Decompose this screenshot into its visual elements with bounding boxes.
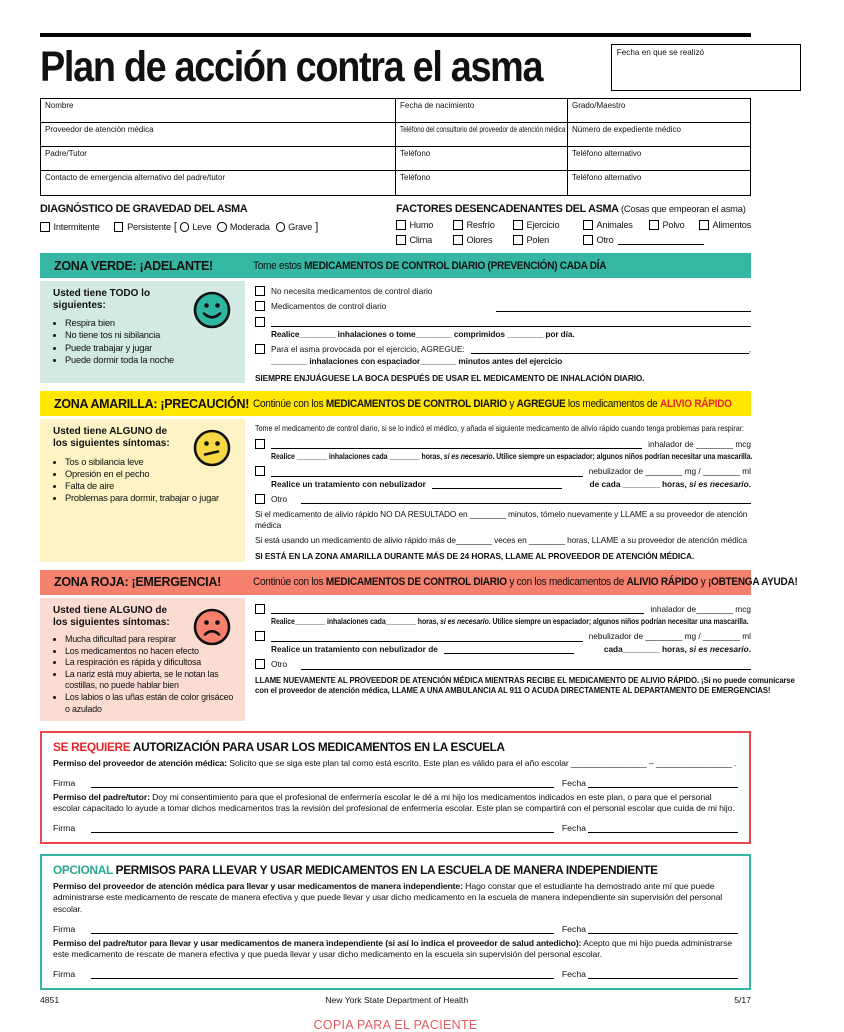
persistente-checkbox[interactable]	[114, 222, 124, 232]
firma-label: Firma	[53, 923, 76, 934]
yellow-warning: SI ESTÁ EN LA ZONA AMARILLA DURANTE MÁS DE 24 HORAS, LLAME AL PROVEEDOR DE ATENCIÓN MÉDICA.	[255, 551, 695, 562]
required-authorization-box: SE REQUIERE AUTORIZACIÓN PARA USAR LOS MEDICAMENTOS EN LA ESCUELA Permiso del proveedor de atención médica: Solicito que se siga este plan tal como está escrito. Este plan es válido para el año escolar ________________ – ________________ . Firma Fecha Permiso del padre/tutor: Doy mi consentimiento para que el profesional de enfermería escolar le dé a mi hijo los medicamentos indicados en este plan, o para que el personal escolar capacitado lo ayude a tomar dichos medicamentos tras la revisión del profesional de enfermería escolar. Este plan se compartirá con el personal escolar que cuida de mi hijo. Firma Fecha	[40, 731, 751, 844]
triggers-title: FACTORES DESENCADENANTES DEL ASMA	[396, 203, 619, 215]
firma-label: Firma	[53, 822, 76, 833]
field-proveedor[interactable]: Proveedor de atención médica	[41, 123, 396, 147]
yellow-nebulizer-treatment-label: Realice un tratamiento con nebulizador	[271, 478, 426, 489]
red-zone-header: ZONA ROJA: ¡EMERGENCIA! Continúe con los MEDICAMENTOS DE CONTROL DIARIO y con los medicamentos de ALIVIO RÁPIDO y ¡OBTENGA AYUDA!	[40, 570, 751, 595]
parent-date-line[interactable]	[588, 823, 738, 833]
yellow-symptoms-panel	[40, 419, 245, 562]
red-zone-content: inhalador de________ mcg Realice________ inhalaciones cada________ horas, si es necesario. Utilice siempre un espaciador; algunos niños podrían necesitar una mascarilla. nebulizador de ________ mg / ________ ml Realice un tratamiento con nebulizador de cada________ horas, si es necesario. Otro LLAME NUEVAMENTE AL PROVEEDOR DE ATENCIÓN MÉDICA MIENTRAS RECIBE EL MEDICAMENTO DE ALIVIO RÁPIDO. ¡Si no puede comunicarse con el proveedor de atención médica, LLAME A UNA AMBULANCIA AL 911 O ACUDA DIRECTAMENTE AL DEPARTAMENTO DE EMERGENCIAS!	[255, 603, 795, 695]
green-medication-name-blank[interactable]	[271, 317, 751, 327]
list-item: • Problemas para dormir, trabajar o jugar	[65, 492, 235, 504]
list-item: • No tiene tos ni sibilancia	[65, 329, 235, 341]
provider-date-line[interactable]	[588, 778, 738, 788]
red-nebulizer-blank[interactable]	[444, 644, 574, 654]
firma-label: Firma	[53, 777, 76, 788]
red-warning-line2: con el proveedor de atención médica, LLAME A UNA AMBULANCIA AL 911 O ACUDA DIRECTAMENTE AL DEPARTAMENTO DE EMERGENCIAS!	[255, 684, 771, 695]
list-item: • La respiración es rápida y dificultosa	[65, 657, 235, 669]
list-item: • Opresión en el pecho	[65, 468, 235, 480]
clima-checkbox[interactable]	[396, 235, 406, 245]
field-telefono-alt-2[interactable]: Teléfono alternativo	[572, 173, 642, 182]
grave-label: Grave	[288, 222, 313, 232]
field-padre-tutor[interactable]: Padre/Tutor	[41, 147, 396, 171]
yellow-zone-content: Tome el medicamento de control diario, si se lo indicó el médico, y añada el siguiente medicamento de alivio rápido cuando tenga problemas para respirar: inhalador de ________ mcg Realice ________ inhalaciones cada ________ horas, si es necesario. Utilice siempre un espaciador; algunos niños podrían necesitar una mascarilla. nebulizador de ________ mg / ________ ml Realice un tratamiento con nebulizador de cada ________ horas, si es necesario. Otro Si el medicamento de alivio rápido NO DA RESULTADO en ________ minutos, tómelo nuevamente y LLAME a su proveedor de atención médica Si está usando un medicamento de alivio rápido más de________ veces en ________ horas, LLAME a su proveedor de atención médica SI ESTÁ EN LA ZONA AMARILLA DURANTE MÁS DE 24 HORAS, LLAME AL PROVEEDOR DE ATENCIÓN MÉDICA.	[255, 423, 753, 562]
yellow-inhaler-suffix: inhalador de ________ mcg	[648, 438, 751, 449]
green-zone-content: No necesita medicamentos de control diario Medicamentos de control diario Realice________ inhalaciones o tome________ comprimidos ________ por día. Para el asma provocada por el ejercicio, AGREGUE: , ________ inhalaciones con espaciador________ minutos antes del ejercicio SIEMPRE ENJUÁGUESE LA BOCA DESPUÉS DE USAR EL MEDICAMENTO DE INHALACIÓN DIARIO.	[255, 286, 751, 383]
red-nebulizer-name-blank[interactable]	[271, 632, 583, 642]
green-symptoms-panel	[40, 281, 245, 383]
leve-radio[interactable]	[180, 222, 190, 232]
bracket-close: ]	[315, 221, 319, 233]
red-zone-name: ZONA ROJA: ¡EMERGENCIA!	[54, 575, 221, 590]
parent-carry-date-line[interactable]	[588, 969, 738, 979]
date-completed-label: Fecha en que se realizó	[616, 48, 705, 57]
parent-carry-permission-label: Permiso del padre/tutor para llevar y usar medicamentos de manera independiente (si así lo indica el proveedor de salud antedicho):	[53, 937, 582, 948]
grave-radio[interactable]	[276, 222, 286, 232]
red-symptoms-title: Usted tiene ALGUNO de los siguientes síntomas:	[53, 604, 170, 628]
red-inhaler-suffix: inhalador de________ mcg	[650, 603, 751, 614]
green-medication-checkbox[interactable]	[255, 317, 265, 327]
required-badge: SE REQUIERE	[53, 740, 131, 755]
list-item: • Puede trabajar y jugar	[65, 342, 235, 354]
rinse-mouth-note: SIEMPRE ENJUÁGUESE LA BOCA DESPUÉS DE USAR EL MEDICAMENTO DE INHALACIÓN DIARIO.	[255, 372, 645, 383]
no-meds-label: No necesita medicamentos de control diario	[271, 286, 433, 296]
otro-trigger-blank[interactable]	[618, 235, 704, 245]
persistente-label: Persistente	[127, 222, 171, 232]
list-item: • Tos o sibilancia leve	[65, 456, 235, 468]
yellow-note-2: Si está usando un medicamento de alivio rápido más de________ veces en ________ horas, LLAME a su proveedor de atención médica	[255, 535, 748, 546]
yellow-zone-body	[40, 419, 751, 562]
diagnosis-section	[40, 203, 396, 245]
provider-carry-signature-line[interactable]	[91, 924, 554, 934]
moderada-label: Moderada	[229, 222, 270, 232]
yellow-inhaler-checkbox[interactable]	[255, 439, 265, 449]
red-inhaler-checkbox[interactable]	[255, 604, 265, 614]
caution-face-icon	[192, 428, 232, 468]
yellow-zone-name: ZONA AMARILLA: ¡PRECAUCIÓN!	[54, 396, 250, 411]
page-footer	[40, 995, 751, 1005]
sad-face-icon	[192, 607, 232, 647]
exercise-dose-instructions: ________ inhalaciones con espaciador________ minutos antes del ejercicio	[271, 356, 563, 367]
parent-signature-line[interactable]	[91, 823, 554, 833]
date-completed-field[interactable]	[611, 44, 801, 91]
fecha-label: Fecha	[561, 923, 586, 934]
alimentos-checkbox[interactable]	[699, 220, 709, 230]
red-nebulizer-treatment-label: Realice un tratamiento con nebulizador de	[271, 643, 438, 654]
list-item: • Mucha dificultad para respirar	[65, 634, 235, 646]
red-zone-body	[40, 598, 795, 721]
patient-info-table	[40, 98, 751, 196]
resfrio-checkbox[interactable]	[453, 220, 463, 230]
red-other-blank[interactable]	[301, 660, 751, 670]
happy-face-icon	[192, 290, 232, 330]
red-other-checkbox[interactable]	[255, 659, 265, 669]
page-title: Plan de acción contra el asma	[40, 43, 543, 91]
olores-checkbox[interactable]	[453, 235, 463, 245]
list-item: • Respira bien	[65, 317, 235, 329]
green-dose-instructions: Realice________ inhalaciones o tome________ comprimidos ________ por día.	[271, 328, 575, 339]
form-number: 4851	[40, 994, 60, 1005]
triggers-subtitle: (Cosas que empeoran el asma)	[620, 204, 746, 214]
alimentos-label: Alimentos	[712, 220, 752, 230]
list-item: • Los medicamentos no hacen efecto	[65, 646, 235, 658]
list-item: • Los labios o las uñas están de color grisáceo o azulado	[65, 692, 235, 715]
ejercicio-checkbox[interactable]	[513, 220, 523, 230]
daily-meds-checkbox[interactable]	[255, 301, 265, 311]
field-fecha-nacimiento[interactable]: Fecha de nacimiento	[396, 99, 568, 123]
otro-label: Otro	[596, 235, 614, 245]
yellow-nebulizer-blank[interactable]	[432, 479, 562, 489]
olores-label: Olores	[466, 235, 493, 245]
yellow-nebulizer-checkbox[interactable]	[255, 466, 265, 476]
fecha-label: Fecha	[561, 822, 586, 833]
resfrio-label: Resfrío	[466, 220, 495, 230]
humo-label: Humo	[409, 220, 434, 230]
fecha-label: Fecha	[561, 968, 586, 979]
yellow-symptoms-title: Usted tiene ALGUNO de los siguientes síntomas:	[53, 426, 170, 450]
polvo-label: Polvo	[662, 220, 685, 230]
list-item: • Puede dormir toda la noche	[65, 354, 235, 366]
moderada-radio[interactable]	[217, 222, 227, 232]
red-nebulizer-suffix: nebulizador de ________ mg / ________ ml	[588, 631, 751, 642]
optional-badge: OPCIONAL	[53, 862, 113, 877]
list-item: • La nariz está muy abierta, se le notan las costillas, no puede hablar bien	[65, 669, 235, 692]
red-warning-line1: LLAME NUEVAMENTE AL PROVEEDOR DE ATENCIÓN MÉDICA MIENTRAS RECIBE EL MEDICAMENTO DE ALIVIO RÁPIDO. ¡Si no puede comunicarse	[255, 674, 795, 685]
exercise-med-blank[interactable]	[471, 344, 749, 354]
field-grado-maestro[interactable]: Grado/Maestro	[568, 99, 750, 123]
animales-label: Animales	[596, 220, 633, 230]
green-symptoms-title: Usted tiene TODO lo siguientes:	[53, 288, 151, 312]
green-zone-body	[40, 281, 751, 383]
humo-checkbox[interactable]	[396, 220, 406, 230]
provider-permission-label: Permiso del proveedor de atención médica:	[53, 758, 227, 769]
provider-carry-permission-label: Permiso del proveedor de atención médica para llevar y usar medicamentos de manera independiente:	[53, 880, 463, 891]
intermitente-label: Intermitente	[53, 222, 100, 232]
yellow-other-blank[interactable]	[301, 494, 751, 504]
polen-label: Polen	[526, 235, 549, 245]
green-zone-header: ZONA VERDE: ¡ADELANTE! Tome estos MEDICAMENTOS DE CONTROL DIARIO (PREVENCIÓN) CADA DÍA	[40, 253, 751, 278]
fecha-label: Fecha	[561, 777, 586, 788]
exercise-asthma-label: Para el asma provocada por el ejercicio, AGREGUE:	[271, 344, 465, 355]
yellow-nebulizer-suffix: nebulizador de ________ mg / ________ ml	[588, 466, 751, 477]
parent-permission-label: Permiso del padre/tutor:	[53, 791, 150, 802]
intermitente-checkbox[interactable]	[40, 222, 50, 232]
bracket-open: [	[173, 221, 177, 233]
clima-label: Clima	[409, 235, 432, 245]
leve-label: Leve	[192, 222, 212, 232]
daily-meds-name-blank[interactable]	[496, 302, 751, 312]
yellow-nebulizer-name-blank[interactable]	[271, 467, 583, 477]
red-other-label: Otro	[271, 659, 288, 670]
yellow-other-label: Otro	[271, 493, 288, 504]
animales-checkbox[interactable]	[583, 220, 593, 230]
yellow-other-checkbox[interactable]	[255, 494, 265, 504]
field-nombre[interactable]: Nombre	[41, 99, 396, 123]
optional-permissions-box: OPCIONAL PERMISOS PARA LLEVAR Y USAR MEDICAMENTOS EN LA ESCUELA DE MANERA INDEPENDIENTE Permiso del proveedor de atención médica para llevar y usar medicamentos de manera independiente: Hago constar que el estudiante ha demostrado ante mí que puede administrarse este medicamento de rescate de manera efectiva y que puede llevar y usar dicho medicamento en la escuela de manera independiente sin supervisión del personal escolar. Firma Fecha Permiso del padre/tutor para llevar y usar medicamentos de manera independiente (si así lo indica el proveedor de salud antedicho): Acepto que mi hijo pueda administrarse este medicamento de rescate de manera efectiva y que pueda llevar y usar dicho medicamento en la escuela sin supervisión del personal escolar. Firma Fecha	[40, 854, 751, 990]
required-title: AUTORIZACIÓN PARA USAR LOS MEDICAMENTOS EN LA ESCUELA	[130, 740, 505, 755]
top-rule	[40, 33, 751, 37]
yellow-inhaler-name-blank[interactable]	[271, 439, 642, 449]
parent-carry-signature-line[interactable]	[91, 969, 554, 979]
yellow-zone-header: ZONA AMARILLA: ¡PRECAUCIÓN! Continúe con los MEDICAMENTOS DE CONTROL DIARIO y AGREGUE los medicamentos de ALIVIO RÁPIDO	[40, 391, 751, 416]
no-meds-checkbox[interactable]	[255, 286, 265, 296]
patient-copy-label: COPIA PARA EL PACIENTE	[313, 1017, 478, 1032]
exercise-asthma-checkbox[interactable]	[255, 344, 265, 354]
polvo-checkbox[interactable]	[649, 220, 659, 230]
department-name: New York State Department of Health	[325, 994, 469, 1005]
polen-checkbox[interactable]	[513, 235, 523, 245]
ejercicio-label: Ejercicio	[526, 220, 560, 230]
red-inhaler-name-blank[interactable]	[271, 604, 644, 614]
firma-label: Firma	[53, 968, 76, 979]
provider-carry-date-line[interactable]	[588, 924, 738, 934]
field-expediente[interactable]: Número de expediente médico	[568, 123, 750, 147]
field-telefono-2[interactable]: Teléfono	[396, 171, 568, 195]
green-zone-name: ZONA VERDE: ¡ADELANTE!	[54, 258, 213, 273]
field-telefono-consultorio[interactable]: Teléfono del consultorio del proveedor de atención médica	[396, 123, 568, 147]
field-contacto-emergencia[interactable]: Contacto de emergencia alternativo del padre/tutor	[41, 171, 396, 195]
red-nebulizer-checkbox[interactable]	[255, 631, 265, 641]
field-telefono[interactable]: Teléfono	[396, 147, 568, 171]
daily-meds-label: Medicamentos de control diario	[271, 301, 387, 312]
otro-trigger-checkbox[interactable]	[583, 235, 593, 245]
red-symptoms-panel	[40, 598, 245, 721]
field-telefono-alt[interactable]: Teléfono alternativo	[568, 147, 750, 171]
provider-signature-line[interactable]	[91, 778, 554, 788]
optional-title: PERMISOS PARA LLEVAR Y USAR MEDICAMENTOS EN LA ESCUELA DE MANERA INDEPENDIENTE	[112, 862, 658, 877]
list-item: • Falta de aire	[65, 480, 235, 492]
triggers-section	[396, 203, 751, 245]
yellow-note-1: Si el medicamento de alivio rápido NO DA RESULTADO en ________ minutos, tómelo nuevamente y LLAME a su proveedor de atención médica	[255, 509, 748, 530]
yellow-intro: Tome el medicamento de control diario, si se lo indicó el médico, y añada el siguiente medicamento de alivio rápido cuando tenga problemas para respirar:	[255, 423, 745, 434]
diagnosis-title: DIAGNÓSTICO DE GRAVEDAD DEL ASMA	[40, 203, 248, 215]
revision-date: 5/17	[734, 994, 751, 1005]
